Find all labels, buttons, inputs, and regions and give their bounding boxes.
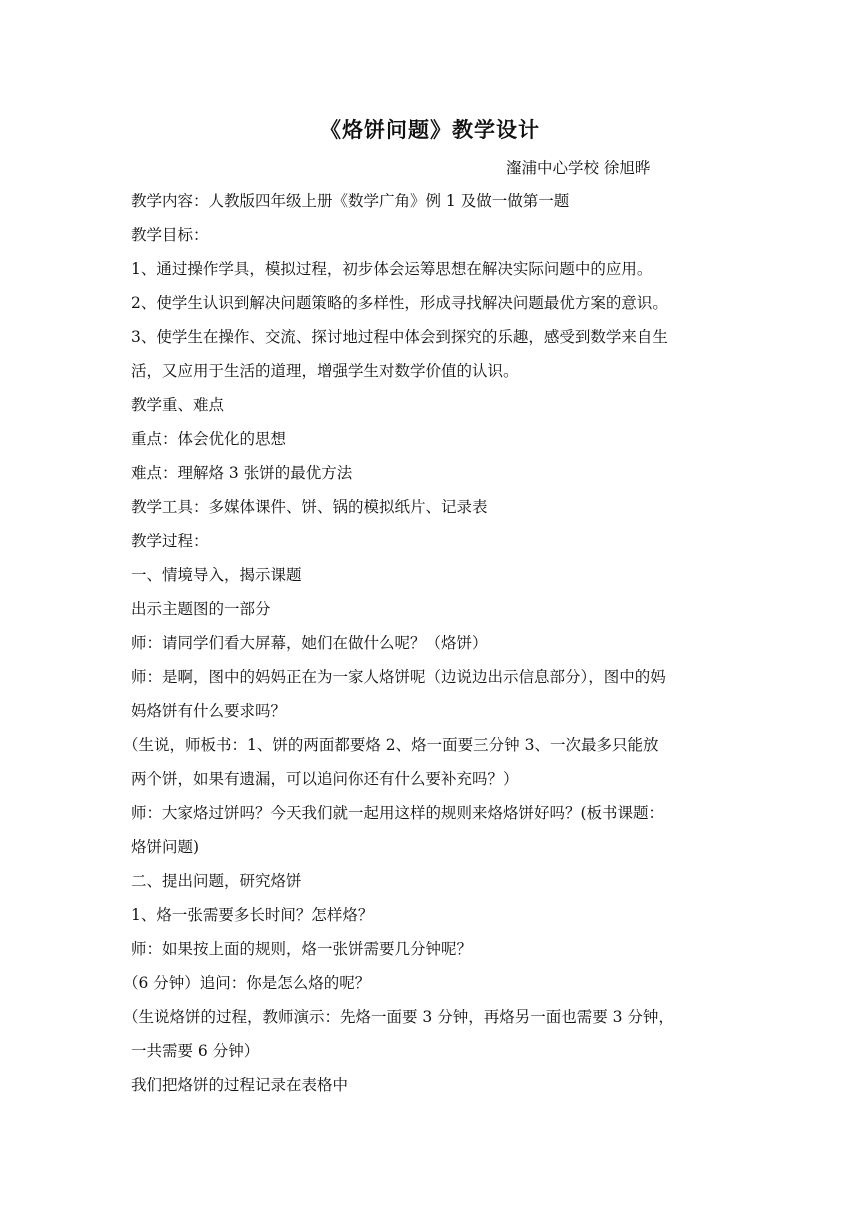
section-heading: 教学重、难点	[131, 396, 225, 414]
paragraph-line: 教学工具：多媒体课件、饼、锅的模拟纸片、记录表	[131, 498, 488, 516]
paragraph-line: 妈烙饼有什么要求吗？	[131, 702, 287, 720]
paragraph-line: 师：如果按上面的规则，烙一张饼需要几分钟呢？	[131, 940, 473, 958]
paragraph-line: 师：是啊，图中的妈妈正在为一家人烙饼呢（边说边出示信息部分），图中的妈	[131, 668, 666, 686]
document-title: 《烙饼问题》教学设计	[320, 118, 540, 142]
paragraph-line: 1、通过操作学具，模拟过程，初步体会运筹思想在解决实际问题中的应用。	[131, 260, 653, 278]
paragraph-line: 师：大家烙过饼吗？今天我们就一起用这样的规则来烙烙饼好吗？(板书课题：	[131, 804, 665, 822]
paragraph-line: 重点：体会优化的思想	[131, 430, 287, 448]
paragraph-line: 教学目标：	[131, 226, 209, 244]
paragraph-line: 烙饼问题)	[131, 838, 200, 856]
document-body	[123, 184, 731, 1102]
paragraph-line: 出示主题图的一部分	[131, 600, 271, 618]
paragraph-line: 两个饼，如果有遗漏，可以追问你还有什么要补充吗？）	[131, 770, 519, 788]
paragraph-line: （6 分钟）追问：你是怎么烙的呢？	[123, 974, 371, 992]
paragraph-line: 2、使学生认识到解决问题策略的多样性，形成寻找解决问题最优方案的意识。	[131, 294, 668, 312]
paragraph-line: （生说烙饼的过程，教师演示：先烙一面要 3 分钟，再烙另一面也需要 3 分钟，	[123, 1008, 674, 1026]
paragraph-line: 3、使学生在操作、交流、探讨地过程中体会到探究的乐趣，感受到数学来自生	[131, 328, 668, 346]
section-heading: 教学过程：	[131, 532, 209, 550]
section-heading: 一、情境导入，揭示课题	[131, 566, 302, 584]
paragraph-line: 难点：理解烙 3 张饼的最优方法	[131, 464, 353, 482]
paragraph-line: 活，又应用于生活的道理，增强学生对数学价值的认识。	[131, 362, 519, 380]
paragraph-line: 一共需要 6 分钟）	[131, 1042, 260, 1060]
paragraph-line: 教学内容：人教版四年级上册《数学广角》例 1 及做一做第一题	[131, 192, 570, 210]
paragraph-line: 1、烙一张需要多长时间？怎样烙？	[131, 906, 374, 924]
section-heading: 二、提出问题，研究烙饼	[131, 872, 302, 890]
paragraph-line: 我们把烙饼的过程记录在表格中	[131, 1076, 349, 1094]
paragraph-line: 师：请同学们看大屏幕，她们在做什么呢？（烙饼）	[131, 634, 488, 652]
author-line: 瀣浦中心学校 徐旭晔	[506, 159, 651, 177]
paragraph-line: （生说，师板书：1、饼的两面都要烙 2、烙一面要三分钟 3、一次最多只能放	[123, 736, 659, 754]
